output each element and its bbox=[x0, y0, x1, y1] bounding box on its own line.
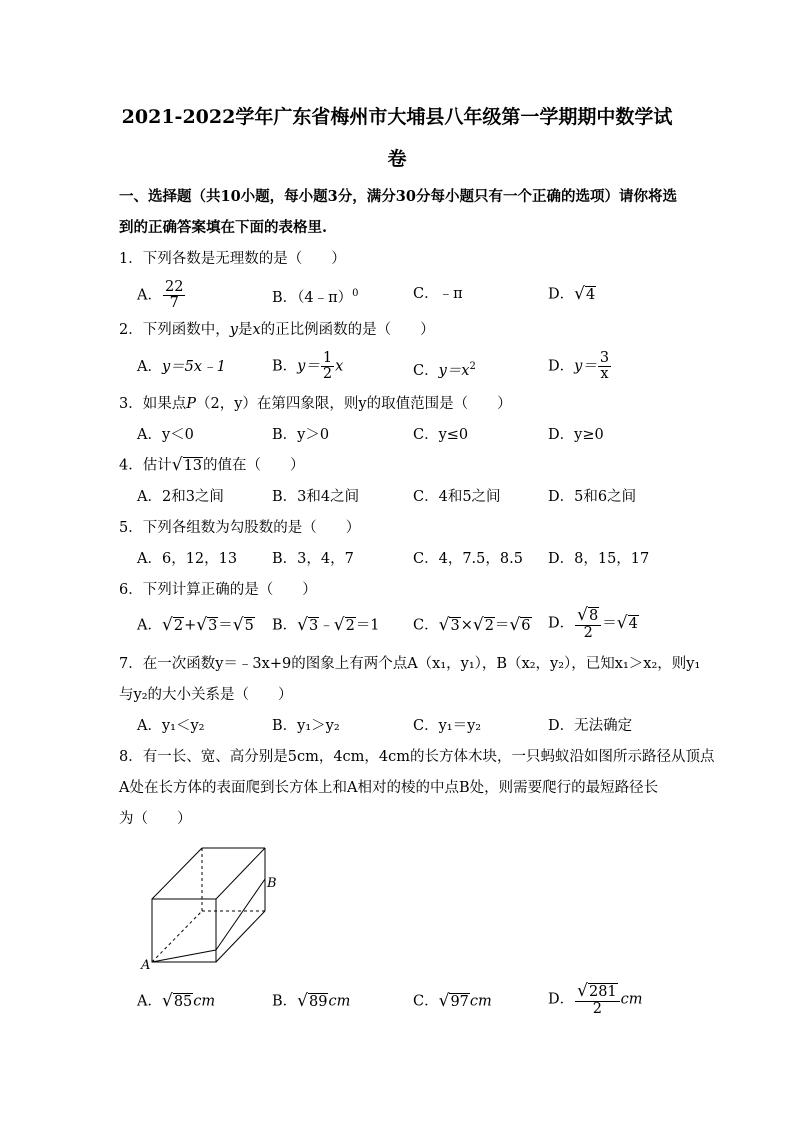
option-text: B．（4﹣π） bbox=[272, 290, 353, 306]
q4-option-b: B．3和4之间 bbox=[272, 489, 360, 505]
q8-option-c: C． √ 97 cm bbox=[413, 991, 492, 1011]
q2-option-d: D．y＝ $\frac{3}{x}$ bbox=[548, 350, 610, 382]
question-8-stem: 8．有一长、宽、高分别是5cm，4cm，4cm的长方体木块，一只蚂蚁沿如图所示路径从顶点 bbox=[119, 749, 715, 765]
q3-option-a: A．y＜0 bbox=[137, 427, 194, 443]
question-2-stem: 2．下列函数中，y是x的正比例函数的是（ ） bbox=[119, 322, 435, 338]
q6-option-d: D． √ 8 2 ＝ √ 4 bbox=[548, 605, 638, 641]
q5-option-a: A．6，12，13 bbox=[137, 551, 238, 567]
q6-option-b: B． √ 3 ﹣ √ 2 ＝1 bbox=[272, 615, 380, 635]
q1-option-d bbox=[548, 285, 596, 304]
q7-option-c: C．y₁＝y₂ bbox=[413, 718, 482, 734]
sqrt: √ 4 bbox=[574, 284, 596, 304]
question-8-stem-cont2: 为（ ） bbox=[119, 811, 192, 827]
q2-option-c: C．$y=x^2$ bbox=[413, 361, 476, 379]
q3-option-d: D．y≥0 bbox=[548, 427, 604, 443]
q1-option-a bbox=[137, 280, 186, 311]
q5-option-d: D．8，15，17 bbox=[548, 551, 650, 567]
page-title: 2021-2022学年广东省梅州市大埔县八年级第一学期期中数学试 bbox=[121, 106, 673, 128]
q4-option-c: C．4和5之间 bbox=[413, 489, 501, 505]
q7-option-d: D．无法确定 bbox=[548, 718, 633, 734]
q3-option-b: B．y＞0 bbox=[272, 427, 330, 443]
q8-option-b: B． √ 89 cm bbox=[272, 991, 351, 1011]
vertex-label-b: B bbox=[267, 876, 277, 891]
fraction: $\frac{1}{2}$ bbox=[322, 350, 333, 382]
question-4-stem: 4．估计 √ 13 的值在（ ） bbox=[119, 455, 305, 475]
page-title-continued: 卷 bbox=[387, 148, 407, 170]
question-5-stem: 5．下列各组数为勾股数的是（ ） bbox=[119, 520, 361, 536]
exponent: 0 bbox=[352, 288, 359, 299]
q6-option-a: A． √ 2 + √ 3 ＝ √ 5 bbox=[137, 615, 254, 635]
sqrt: √ 13 bbox=[171, 455, 203, 475]
fraction bbox=[163, 280, 185, 311]
q5-option-c: C．4，7.5，8.5 bbox=[413, 551, 523, 567]
q1-option-b bbox=[272, 285, 359, 307]
q4-option-a: A．2和3之间 bbox=[137, 489, 224, 505]
q1-option-c: C．﹣π bbox=[413, 286, 463, 302]
section-heading-cont: 到的正确答案填在下面的表格里. bbox=[119, 219, 328, 236]
section-heading: 一、选择题（共10小题，每小题3分，满分30分每小题只有一个正确的选项）请你将选 bbox=[119, 188, 677, 205]
q2-option-a: A．y＝5x﹣1 bbox=[137, 359, 226, 375]
q7-option-a: A．y₁＜y₂ bbox=[137, 718, 205, 734]
question-8-stem-cont: A处在长方体的表面爬到长方体上和A相对的棱的中点B处，则需要爬行的最短路径长 bbox=[119, 780, 659, 796]
question-6-stem: 6．下列计算正确的是（ ） bbox=[119, 582, 317, 598]
vertex-label-a: A bbox=[141, 958, 151, 972]
q6-option-c: C． √ 3 × √ 2 ＝ √ 6 bbox=[413, 615, 531, 635]
option-label: D． bbox=[548, 286, 575, 303]
radicand: 4 bbox=[585, 287, 596, 303]
question-7-stem-cont: 与y₂的大小关系是（ ） bbox=[119, 687, 293, 703]
cuboid-figure bbox=[137, 842, 287, 972]
question-1-stem: 1．下列各数是无理数的是（ ） bbox=[119, 251, 346, 267]
q8-option-a: A． √ 85 cm bbox=[137, 991, 216, 1011]
q5-option-b: B．3，4，7 bbox=[272, 551, 354, 567]
q7-option-b: B．y₁＞y₂ bbox=[272, 718, 340, 734]
q4-option-d: D．5和6之间 bbox=[548, 489, 637, 505]
ant-path-segment-2 bbox=[216, 879, 265, 950]
q2-option-b: B．y＝ $\frac{1}{2}$ x bbox=[272, 350, 344, 382]
q8-option-d: D． √ 281 2 cm bbox=[548, 981, 643, 1017]
numerator: 22 bbox=[164, 279, 184, 295]
question-7-stem: 7．在一次函数y＝﹣3x+9的图象上有两个点A（x₁，y₁），B（x₂，y₂），已知x₁＞x₂，则y₁ bbox=[119, 656, 701, 672]
question-3-stem: 3．如果点P（2，y）在第四象限，则y的取值范围是（ ） bbox=[119, 396, 512, 412]
q3-option-c: C．y≤0 bbox=[413, 427, 469, 443]
denominator: 7 bbox=[169, 295, 179, 311]
option-label: A． bbox=[137, 287, 162, 304]
fraction: $\frac{3}{x}$ bbox=[599, 350, 610, 382]
